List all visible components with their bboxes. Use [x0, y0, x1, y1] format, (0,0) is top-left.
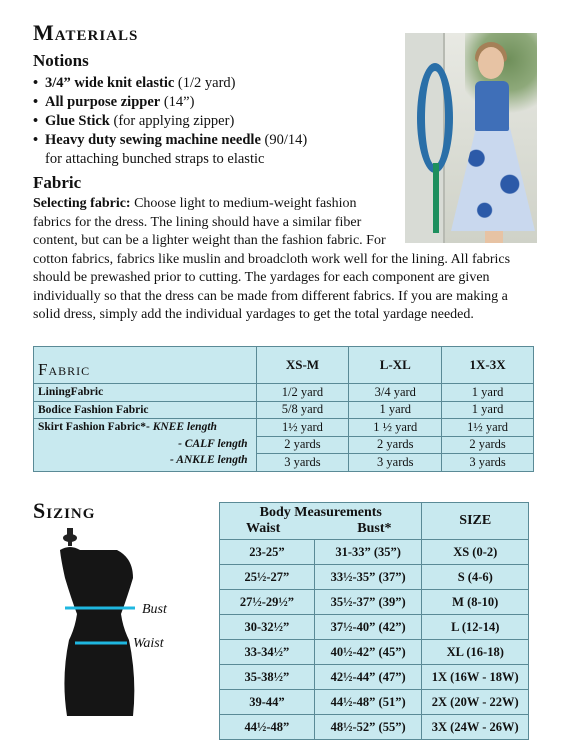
- bust-header: Bust*: [357, 521, 392, 536]
- table-cell: 3 yards: [442, 454, 534, 472]
- selecting-text: Choose light to medium-weight fashion fabrics for the dress. The lining should have a similar fiber content, but can be a lighter weight than the fashion fabric. For cotton fabrics, fabrics like muslin and broadcloth work well for the lining. All fabrics should be prewashed prior to cutting. The yardages for each component are given individually so that the dress can be made from different fabrics. If you are making a solid dress, simply add the individual yardages to get the total yardage needed.: [33, 196, 511, 322]
- table-cell: 1 yard: [442, 384, 534, 402]
- table-cell: 2 yards: [256, 436, 349, 454]
- table-row: [220, 715, 529, 740]
- table-cell: XL (16-18): [422, 640, 529, 665]
- table-row: [34, 401, 534, 419]
- table-cell: 3X (24W - 26W): [422, 715, 529, 740]
- table-cell: 1X (16W - 18W): [422, 665, 529, 690]
- fabric-heading: Fabric: [33, 173, 82, 192]
- column-header: XS-M: [256, 347, 349, 384]
- table-cell: 35½-37” (39”): [314, 590, 422, 615]
- table-cell: L (12-14): [422, 615, 529, 640]
- column-header: L-XL: [349, 347, 442, 384]
- table-cell: 40½-42” (45”): [314, 640, 422, 665]
- table-cell: 39-44”: [220, 690, 315, 715]
- bust-label: Bust: [142, 602, 167, 617]
- table-cell: 3 yards: [349, 454, 442, 472]
- table-cell: 42½-44” (47”): [314, 665, 422, 690]
- table-cell: 30-32½”: [220, 615, 315, 640]
- table-row: [220, 590, 529, 615]
- table-cell: XS (0-2): [422, 540, 529, 565]
- table-cell: 1½ yard: [442, 419, 534, 437]
- table-cell: S (4-6): [422, 565, 529, 590]
- dress-photo: [405, 33, 537, 243]
- table-row: [220, 640, 529, 665]
- table-cell: 2 yards: [349, 436, 442, 454]
- table-cell: 33½-35” (37”): [314, 565, 422, 590]
- waist-label: Waist: [133, 636, 164, 651]
- table-header-row: [34, 347, 534, 384]
- notion-item: • All purpose zipper (14”): [33, 93, 393, 112]
- table-cell: Skirt Fashion Fabric*- KNEE length - CALF length - ANKLE length: [34, 419, 257, 472]
- table-cell: 31-33” (35”): [314, 540, 422, 565]
- table-cell: M (8-10): [422, 590, 529, 615]
- sizing-table: [219, 502, 529, 740]
- dress-form-illustration: [55, 528, 185, 718]
- table-row: [220, 665, 529, 690]
- table-cell: 37½-40” (42”): [314, 615, 422, 640]
- table-cell: 3 yards: [256, 454, 349, 472]
- table-cell: 23-25”: [220, 540, 315, 565]
- table-cell: LiningFabric: [34, 384, 257, 402]
- table-cell: 33-34½”: [220, 640, 315, 665]
- notions-list: [33, 74, 393, 169]
- table-cell: 35-38½”: [220, 665, 315, 690]
- notion-item: • 3/4” wide knit elastic (1/2 yard): [33, 74, 393, 93]
- table-cell: 44½-48”: [220, 715, 315, 740]
- table-row: [34, 384, 534, 402]
- notion-item: • Glue Stick (for applying zipper): [33, 112, 393, 131]
- table-row: [220, 615, 529, 640]
- column-header: 1X-3X: [442, 347, 534, 384]
- table-header-row: [220, 503, 529, 540]
- notions-heading: Notions: [33, 51, 89, 70]
- table-cell: 5/8 yard: [256, 401, 349, 419]
- selecting-label: Selecting fabric:: [33, 196, 131, 211]
- table-cell: 3/4 yard: [349, 384, 442, 402]
- table-cell: [220, 503, 422, 540]
- table-row: [220, 540, 529, 565]
- table-cell: 1 yard: [349, 401, 442, 419]
- notion-item: • Heavy duty sewing machine needle (90/14) for attaching bunched straps to elastic: [33, 131, 393, 169]
- table-cell: 44½-48” (51”): [314, 690, 422, 715]
- table-cell: 2X (20W - 22W): [422, 690, 529, 715]
- table-cell: Bodice Fashion Fabric: [34, 401, 257, 419]
- fabric-table-title: Fabric: [34, 347, 257, 384]
- table-cell: 48½-52” (55”): [314, 715, 422, 740]
- table-cell: 25½-27”: [220, 565, 315, 590]
- table-cell: 27½-29½”: [220, 590, 315, 615]
- size-header: SIZE: [422, 503, 529, 540]
- table-cell: 1 ½ yard: [349, 419, 442, 437]
- sizing-heading: Sizing: [33, 498, 96, 523]
- table-cell: 1½ yard: [256, 419, 349, 437]
- table-row: [34, 419, 534, 437]
- fabric-yardage-table: [33, 346, 534, 472]
- materials-heading: Materials: [33, 20, 139, 45]
- table-cell: 2 yards: [442, 436, 534, 454]
- body-measurements-header: Body Measurements: [259, 505, 382, 520]
- table-row: [220, 690, 529, 715]
- table-row: [220, 565, 529, 590]
- waist-header: Waist: [246, 521, 281, 536]
- table-cell: 1 yard: [442, 401, 534, 419]
- table-cell: 1/2 yard: [256, 384, 349, 402]
